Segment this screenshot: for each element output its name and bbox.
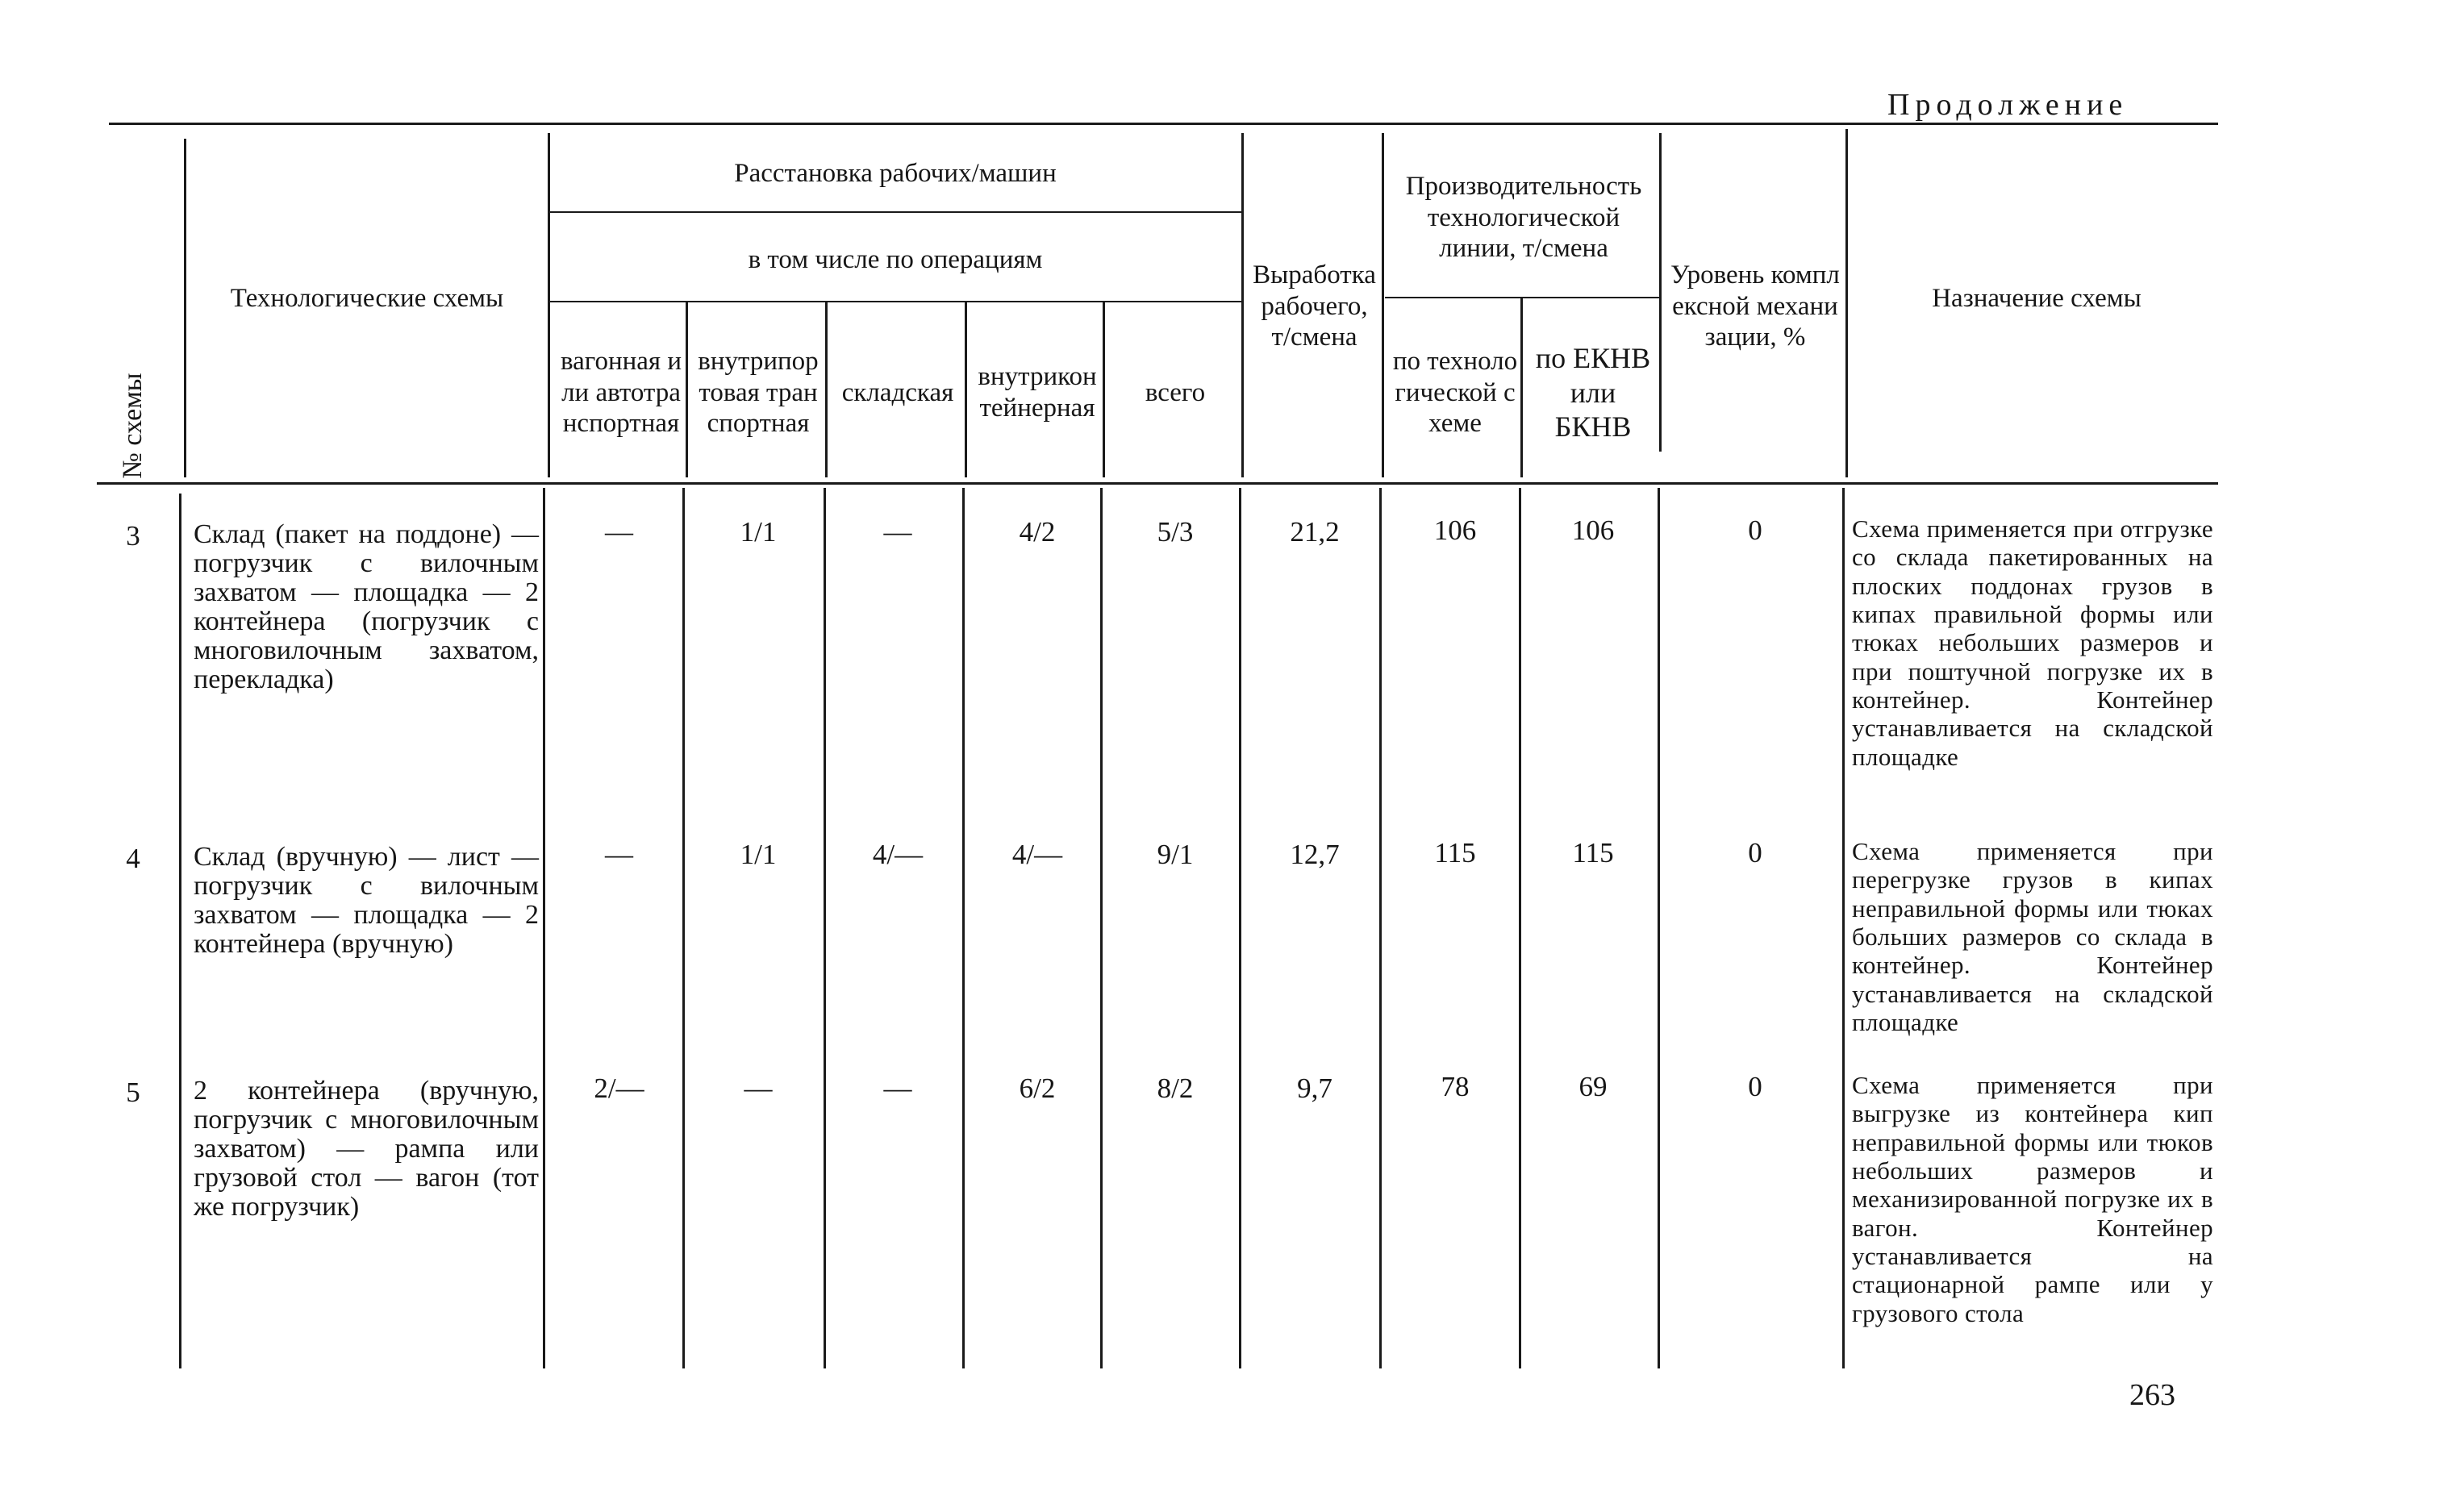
col-rule-9-body [1519, 488, 1521, 1368]
row-3-mech-level: 0 [1748, 514, 1762, 546]
col-rule-8-head [1382, 133, 1384, 477]
row-5-prod-scheme: 78 [1441, 1071, 1470, 1102]
row-3-op-wagon: — [605, 516, 633, 548]
row-4-mech-level: 0 [1748, 837, 1762, 868]
header-op-wagon: вагонная или автотранспортная [560, 346, 682, 439]
row-4-output: 12,7 [1290, 839, 1340, 870]
col-rule-4-body [824, 488, 826, 1368]
placement-divider [549, 211, 1243, 213]
row-4-prod-scheme: 115 [1434, 837, 1476, 868]
col-rule-8-body [1379, 488, 1382, 1368]
header-placement: Расстановка рабочих/машин [734, 158, 1057, 188]
header-purpose: Назначение схемы [1932, 283, 2141, 313]
row-4-op-incontainer: 4/— [1011, 839, 1063, 870]
row-5-no: 5 [126, 1077, 140, 1108]
row-3-op-inport: 1/1 [740, 516, 777, 548]
row-4-no: 4 [126, 843, 140, 874]
row-5-output: 9,7 [1297, 1073, 1332, 1104]
row-3-prod-scheme: 106 [1433, 514, 1477, 546]
header-bottom-rule [97, 482, 2218, 485]
row-5-prod-norm: 69 [1578, 1071, 1608, 1102]
col-rule-6-body [1100, 488, 1103, 1368]
row-4-op-warehouse: 4/— [872, 839, 924, 870]
row-3-op-incontainer: 4/2 [1019, 516, 1056, 548]
row-4-purpose: Схема применяется при перегрузке грузов в кипах неправильной формы или тюках больших размеров со склада в контейнер. Контейнер устанавливается на складской площадке [1852, 837, 2213, 1036]
header-productivity: Производительность технологической линии, т/смена [1405, 171, 1642, 264]
col-rule-10-head [1659, 133, 1662, 452]
row-5-op-warehouse: — [883, 1073, 912, 1104]
col-rule-2-body [543, 488, 545, 1368]
row-5-purpose: Схема применяется при выгрузке из контейнера кип неправильной формы или тюков небольших размеров и механизированной погрузке их в вагон. Контейнер устанавливается на стационарной рампе или у грузового стола [1852, 1071, 2213, 1327]
row-5-mech-level: 0 [1748, 1071, 1762, 1102]
col-rule-7-head [1241, 133, 1244, 477]
col-rule-11-body [1842, 488, 1845, 1368]
header-mech-level: Уровень комплексной механизации, % [1670, 260, 1840, 352]
table-top-rule [109, 123, 2218, 125]
row-3-purpose: Схема применяется при отгрузке со склада пакетированных на плоских поддонах грузов в кипах правильной формы или тюках небольших размеров и при поштучной погрузке их в контейнер. Контейнер устанавливается на складской площадке [1852, 514, 2213, 771]
header-op-warehouse: складская [841, 377, 954, 407]
col-rule-3-body [682, 488, 685, 1368]
header-op-inport: внутрипортовая транспортная [698, 346, 819, 439]
row-5-op-inport: — [744, 1073, 773, 1104]
col-rule-1-head [184, 139, 186, 477]
header-by-ekhv: по ЕКНВ или БКНВ [1535, 342, 1651, 444]
row-5-total: 8/2 [1157, 1073, 1194, 1104]
header-total: всего [1145, 377, 1206, 407]
continuation-label: Продолжение [1887, 88, 2129, 122]
header-scheme-no: № схемы [118, 373, 148, 479]
col-rule-7-body [1239, 488, 1241, 1368]
col-rule-5-head [965, 302, 967, 477]
row-4-prod-norm: 115 [1572, 837, 1614, 868]
page-number: 263 [2129, 1378, 2175, 1412]
header-by-operations: в том числе по операциям [748, 245, 1043, 275]
row-3-no: 3 [126, 520, 140, 552]
col-rule-11-head [1845, 129, 1848, 477]
row-5-op-incontainer: 6/2 [1019, 1073, 1056, 1104]
header-tech-schemes: Технологические схемы [230, 283, 504, 313]
header-by-scheme: по технологической схеме [1392, 346, 1518, 439]
col-rule-3-head [686, 302, 688, 477]
row-3-op-warehouse: — [883, 516, 912, 548]
row-3-output: 21,2 [1290, 516, 1340, 548]
row-4-scheme: Склад (вручную) — лист — погрузчик с вилочным захватом — площадка — 2 контейнера (вручную) [194, 842, 539, 960]
row-5-op-wagon: 2/— [594, 1073, 644, 1104]
row-4-total: 9/1 [1157, 839, 1194, 870]
row-3-prod-norm: 106 [1571, 514, 1615, 546]
row-5-scheme: 2 контейнера (вручную, погрузчик с многовилочным захватом) — рампа или грузовой стол — вагон (тот же погрузчик) [194, 1076, 539, 1223]
operations-divider [549, 301, 1243, 302]
col-rule-6-head [1103, 302, 1105, 477]
row-4-op-inport: 1/1 [740, 839, 777, 870]
productivity-divider [1385, 297, 1661, 298]
col-rule-9-head [1520, 298, 1523, 477]
row-3-scheme: Склад (пакет на поддоне) — погрузчик с вилочным захватом — площадка — 2 контейнера (погрузчик с многовилочным захватом, перекладка) [194, 519, 539, 695]
row-3-total: 5/3 [1157, 516, 1194, 548]
col-rule-2-head [548, 133, 550, 477]
col-rule-10-body [1658, 488, 1660, 1368]
header-output: Выработка рабочего, т/смена [1253, 260, 1376, 352]
col-rule-5-body [962, 488, 965, 1368]
col-rule-4-head [825, 302, 828, 477]
col-rule-1-body [179, 494, 181, 1368]
row-4-op-wagon: — [605, 839, 633, 870]
header-op-incontainer: внутриконтейнерная [978, 362, 1097, 423]
